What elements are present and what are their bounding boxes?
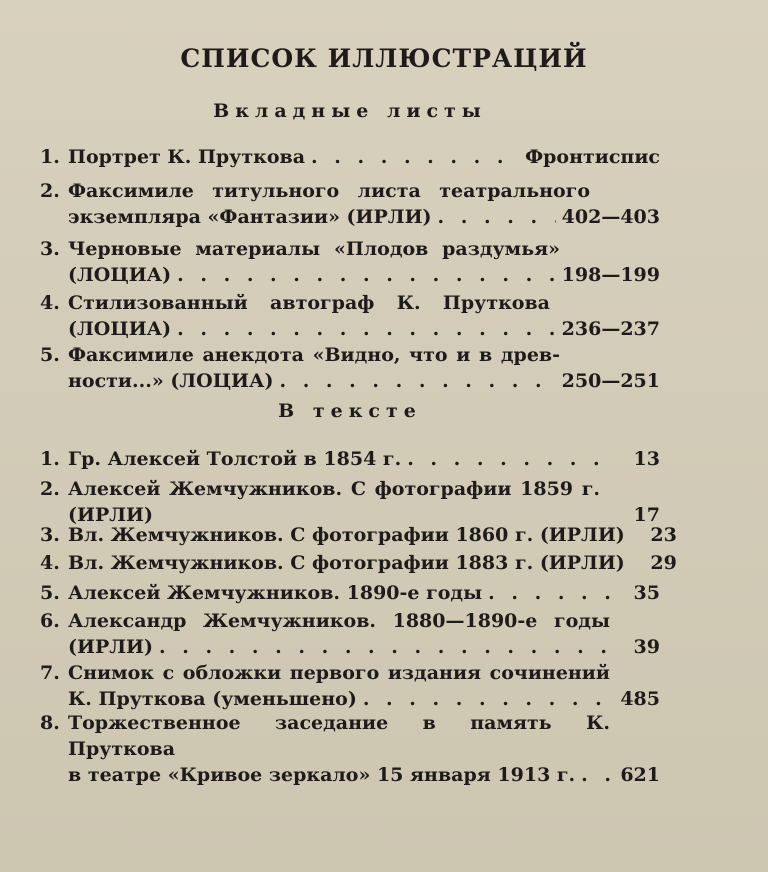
leader-dots <box>581 762 614 788</box>
item-text-cont: (ИРЛИ) <box>68 636 153 658</box>
item-text: Алексей Жемчужников. 1890-е годы <box>68 582 483 604</box>
item-page: 236—237 <box>561 318 660 340</box>
list-item <box>40 290 660 342</box>
item-number: 6. <box>40 610 60 632</box>
item-text: Портрет К. Пруткова <box>68 146 306 168</box>
page-title: СПИСОК ИЛЛЮСТРАЦИЙ <box>180 44 588 73</box>
item-page: 402—403 <box>561 206 660 228</box>
item-text-cont: (ЛОЦИА) <box>68 264 172 286</box>
item-page: 39 <box>633 636 660 658</box>
leader-dots <box>311 144 519 170</box>
item-page: Фронтиспис <box>525 146 660 168</box>
list-item <box>40 608 660 660</box>
item-number: 3. <box>40 524 60 546</box>
item-number: 4. <box>40 552 60 574</box>
list-item <box>40 580 660 606</box>
item-text: Гр. Алексей Толстой в 1854 г. <box>68 448 402 470</box>
item-number: 1. <box>40 146 60 168</box>
item-text-cont: (ЛОЦИА) <box>68 318 172 340</box>
item-page: 23 <box>650 524 677 546</box>
item-number: 5. <box>40 344 60 366</box>
item-page: 35 <box>633 582 660 604</box>
item-number: 4. <box>40 292 60 314</box>
item-page: 198—199 <box>561 264 660 286</box>
leader-dots <box>407 446 614 472</box>
list-item <box>40 476 660 528</box>
item-text-cont: ности...» (ЛОЦИА) <box>68 370 274 392</box>
list-item <box>40 710 660 788</box>
section-heading-inserts: Вкладные листы <box>213 100 487 122</box>
leader-dots <box>279 368 555 394</box>
item-number: 3. <box>40 238 60 260</box>
item-text-cont: экземпляра «Фантазии» (ИРЛИ) <box>68 206 432 228</box>
item-text: Алексей Жемчужников. С фотографии 1859 г. <box>68 478 600 500</box>
item-text: Факсимиле титульного листа театрального <box>68 180 590 202</box>
item-text-cont: К. Пруткова (уменьшено) <box>68 688 357 710</box>
item-page: 621 <box>620 764 660 786</box>
item-text: Вл. Жемчужников. С фотографии 1883 г. (ИРЛИ) <box>68 552 625 574</box>
item-number: 5. <box>40 582 60 604</box>
item-text-cont: (ИРЛИ) <box>68 504 153 526</box>
leader-dots <box>159 634 614 660</box>
leader-dots <box>363 686 614 712</box>
leader-dots <box>177 262 556 288</box>
list-item <box>40 522 677 548</box>
item-number: 8. <box>40 712 60 734</box>
item-page: 17 <box>633 504 660 526</box>
section-heading-in-text: В тексте <box>278 400 422 422</box>
item-text: Черновые материалы «Плодов раздумья» <box>68 238 560 260</box>
list-item <box>40 660 660 712</box>
list-item <box>40 178 660 230</box>
leader-dots <box>177 316 556 342</box>
list-item <box>40 144 660 170</box>
item-number: 2. <box>40 180 60 202</box>
item-number: 1. <box>40 448 60 470</box>
item-text: Стилизованный автограф К. Пруткова <box>68 292 550 314</box>
item-number: 2. <box>40 478 60 500</box>
list-item <box>40 550 677 576</box>
item-page: 250—251 <box>561 370 660 392</box>
list-item <box>40 236 660 288</box>
item-text: Снимок с обложки первого издания сочинений <box>68 662 610 684</box>
item-text: Александр Жемчужников. 1880—1890-е годы <box>68 610 610 632</box>
item-page: 485 <box>620 688 660 710</box>
item-text-cont: в театре «Кривое зеркало» 15 января 1913 г. <box>68 764 576 786</box>
list-item <box>40 446 660 472</box>
item-text: Факсимиле анекдота «Видно, что и в древ- <box>68 344 560 366</box>
item-text: Торжественное заседание в память К. Пруткова <box>68 712 610 760</box>
leader-dots <box>488 580 614 606</box>
leader-dots <box>438 204 556 230</box>
item-number: 7. <box>40 662 60 684</box>
list-item <box>40 342 660 394</box>
item-text: Вл. Жемчужников. С фотографии 1860 г. (ИРЛИ) <box>68 524 625 546</box>
item-page: 29 <box>650 552 677 574</box>
item-page: 13 <box>633 448 660 470</box>
